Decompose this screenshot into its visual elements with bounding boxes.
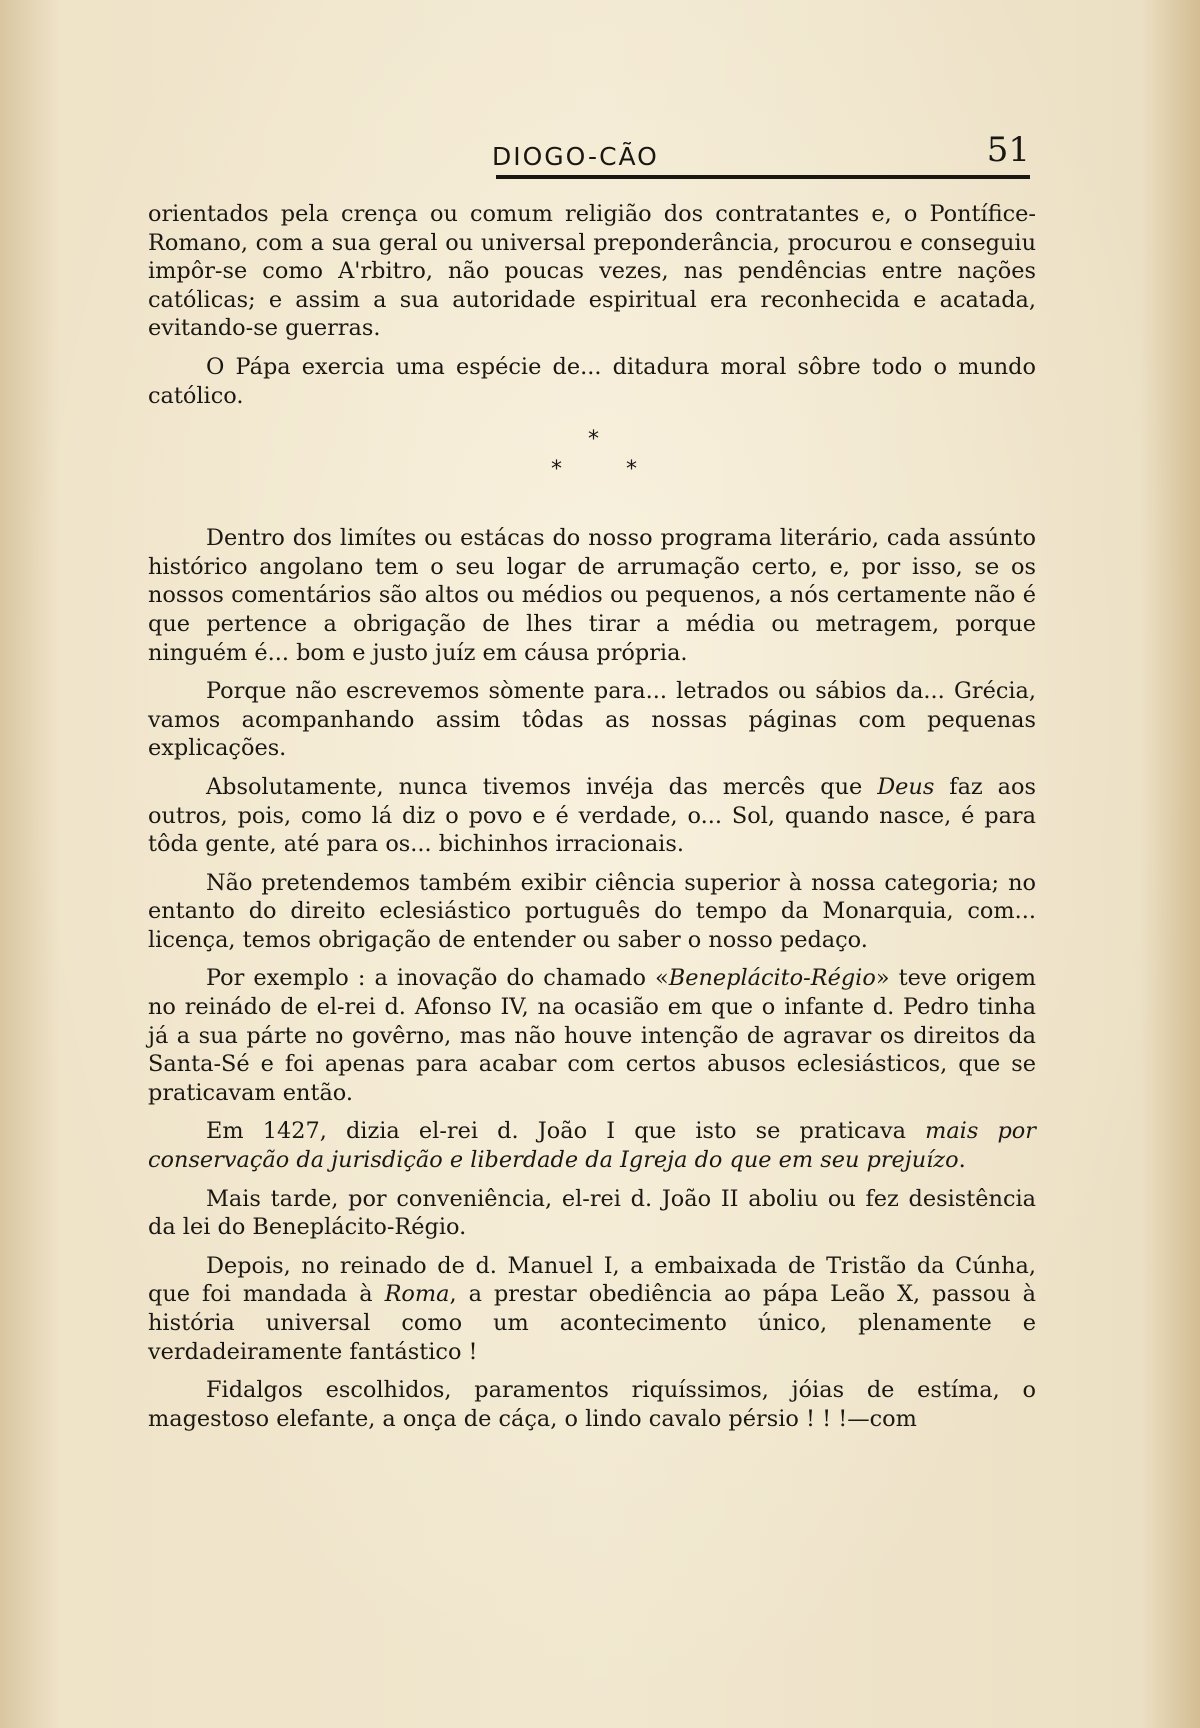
italic-text: Deus bbox=[877, 773, 935, 800]
text-run: , a prestar obediência ao pápa Leão X, passou à história universal como um acontecimento único, plenamente e verdadeiramente fantástico ! bbox=[148, 1281, 1036, 1365]
asterism-star: * bbox=[551, 457, 562, 483]
asterism-divider bbox=[148, 420, 1036, 498]
body-text bbox=[148, 200, 1036, 1433]
text-run: faz aos outros, pois, como lá diz o povo e é verdade, o... Sol, quando nasce, é para tôda gente, até para os... bichinhos irracionais. bbox=[148, 773, 1036, 858]
text-run: Depois, no reinado de d. Manuel I, a embaixada de Tristão da Cúnha, que foi mandada à bbox=[148, 1252, 1036, 1308]
paragraph: Mais tarde, por conveniência, el-rei d. João II aboliu ou fez desistência da lei do Beneplácito-Régio. bbox=[148, 1185, 1036, 1241]
running-head: DIOGO-CÃO bbox=[492, 142, 659, 171]
italic-text: Beneplácito-Régio bbox=[668, 965, 876, 992]
text-run: Por exemplo : a inovação do chamado « bbox=[206, 965, 669, 992]
text-run: Absolutamente, nunca tivemos invéja das mercês que bbox=[206, 773, 878, 800]
text-run: . bbox=[958, 1147, 966, 1174]
paragraph: orientados pela crença ou comum religião dos contratantes e, o Pontífice-Romano, com a sua geral ou universal preponderância, procurou e conseguiu impôr-se como A'rbitro, não poucas vezes, nas pendências entre nações católicas; e assim a sua autoridade espiritual era reconhecida e acatada, evitando-se guerras. bbox=[148, 201, 1036, 342]
paragraph: Porque não escrevemos sòmente para... letrados ou sábios da... Grécia, vamos acompanhando assim tôdas as nossas páginas com pequenas explicações. bbox=[148, 678, 1036, 762]
italic-text: Roma bbox=[384, 1281, 450, 1308]
text-run: Em 1427, dizia el-rei d. João I que isto se praticava bbox=[206, 1118, 926, 1145]
paragraph bbox=[148, 964, 1036, 1107]
header-rule bbox=[496, 175, 1030, 179]
asterism-star: * bbox=[588, 427, 599, 453]
paragraph: O Pápa exercia uma espécie de... ditadura moral sôbre todo o mundo católico. bbox=[148, 353, 1036, 409]
paragraph bbox=[148, 1117, 1036, 1174]
paragraph: Fidalgos escolhidos, paramentos riquíssimos, jóias de estíma, o magestoso elefante, a onça de cáça, o lindo cavalo pérsio ! ! !—com bbox=[148, 1377, 1036, 1432]
italic-text: mais por conservação da jurisdição e liberdade da Igreja do que em seu prejuízo bbox=[148, 1118, 1036, 1174]
asterism-star: * bbox=[626, 457, 637, 483]
paragraph bbox=[148, 1252, 1036, 1366]
paragraph: Dentro dos limítes ou estácas do nosso programa literário, cada assúnto histórico angolano tem o seu logar de arrumação certo, e, por isso, se os nossos comentários são altos ou médios ou pequenos, a nós certamente não é que pertence a obrigação de lhes tirar a média ou metragem, porque ninguém é... bom e justo juíz em cáusa própria. bbox=[148, 525, 1036, 666]
paragraph bbox=[148, 773, 1036, 859]
text-run: » teve origem no reinádo de el-rei d. Afonso IV, na ocasião em que o infante d. Pedro tinha já a sua párte no govêrno, mas não houve intenção de agravar os direitos da Santa-Sé e foi apenas para acabar com certos abusos eclesiásticos, que se praticavam então. bbox=[148, 965, 1036, 1106]
paragraph: Não pretendemos também exibir ciência superior à nossa categoria; no entanto do direito eclesiástico português do tempo da Monarquia, com... licença, temos obrigação de entender ou saber o nosso pedaço. bbox=[148, 869, 1036, 953]
page-header bbox=[492, 130, 1032, 176]
page-number: 51 bbox=[986, 130, 1030, 170]
